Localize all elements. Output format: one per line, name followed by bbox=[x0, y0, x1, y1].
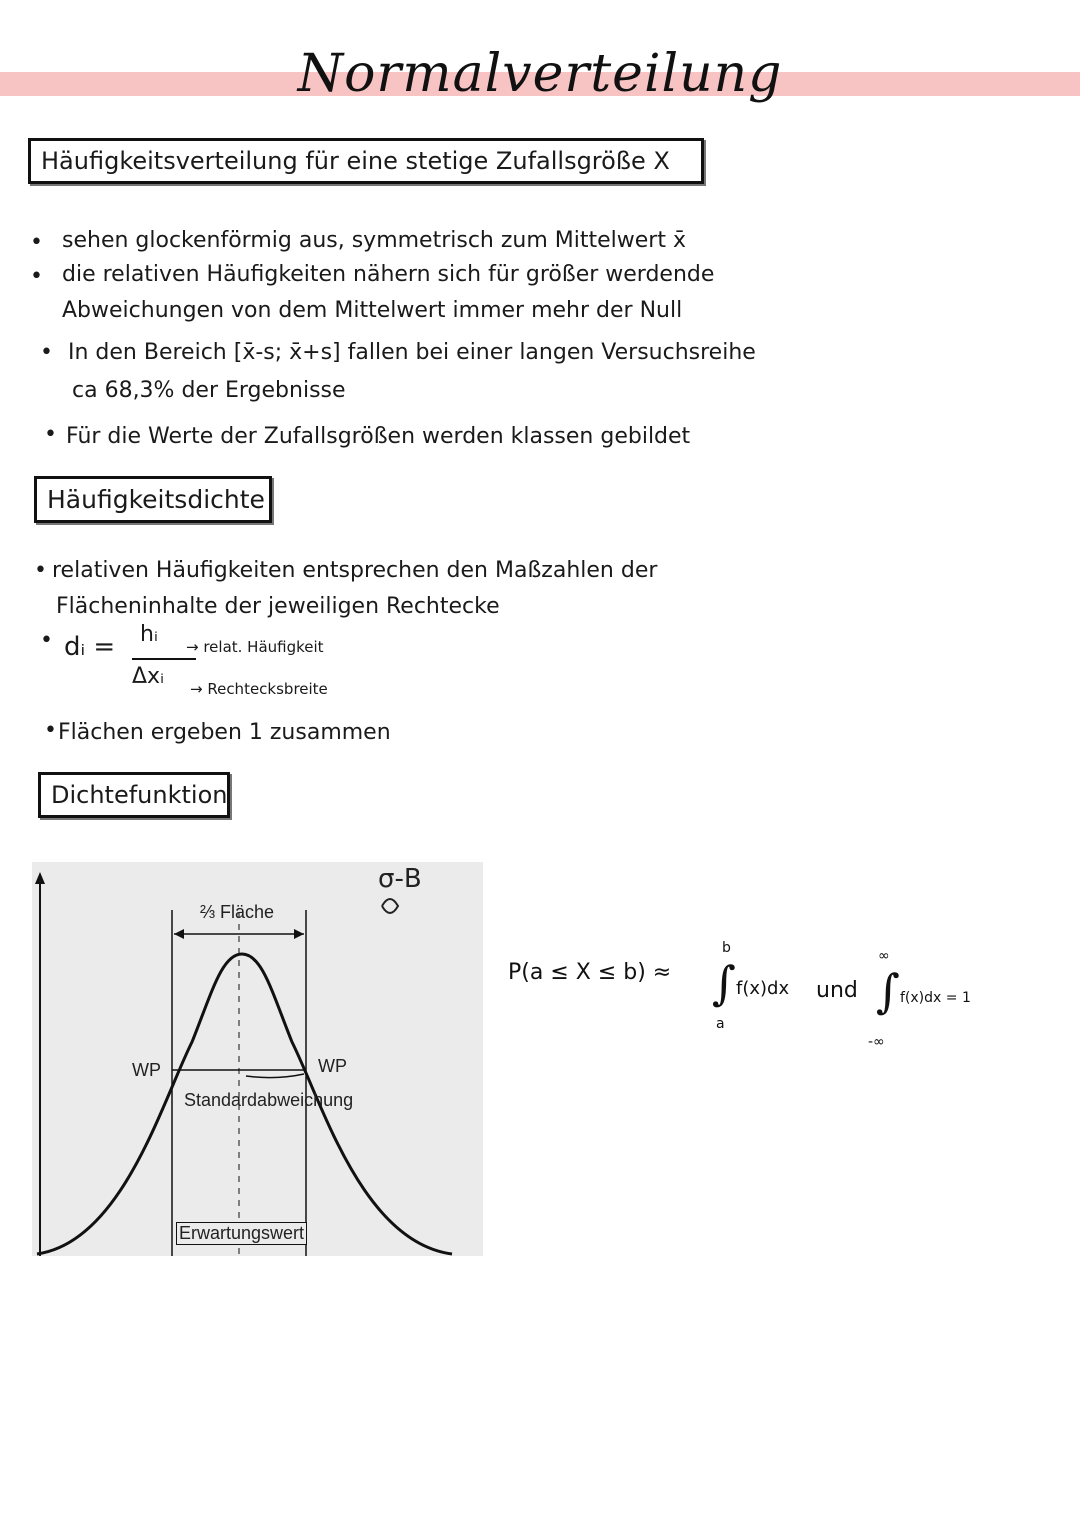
integral2-lower: -∞ bbox=[868, 1034, 885, 1050]
integral2-upper: ∞ bbox=[878, 948, 890, 964]
integrand-2: f(x)dx = 1 bbox=[900, 990, 971, 1006]
bullet-text-continuation: Abweichungen von dem Mittelwert immer mehr der Null bbox=[62, 298, 683, 323]
arrow-head-left bbox=[174, 929, 184, 939]
bullet-marker: • bbox=[44, 718, 57, 743]
formula-lhs: dᵢ = bbox=[64, 632, 116, 662]
bullet-text: relativen Häufigkeiten entsprechen den Maßzahlen der bbox=[52, 558, 658, 583]
section-heading-haeufigkeitsverteilung: Häufigkeitsverteilung für eine stetige Zufallsgröße X bbox=[28, 138, 704, 184]
denominator-note: → Rechtecksbreite bbox=[190, 680, 328, 698]
bullet-marker: • bbox=[30, 230, 43, 255]
integral1-lower: a bbox=[716, 1016, 725, 1032]
integrand-1: f(x)dx bbox=[736, 978, 790, 999]
bullet-text-continuation: Flächeninhalte der jeweiligen Rechtecke bbox=[56, 594, 500, 619]
fraction-denominator: Δxᵢ bbox=[132, 664, 165, 689]
fraction-bar bbox=[132, 658, 196, 660]
y-axis-arrow bbox=[35, 872, 45, 884]
bullet-marker: • bbox=[40, 340, 53, 365]
std-brace bbox=[246, 1074, 304, 1078]
integral-sign-1: ∫ bbox=[712, 956, 736, 1010]
integral1-upper: b bbox=[722, 940, 731, 956]
wp-right-label: WP bbox=[318, 1056, 347, 1076]
numerator-note: → relat. Häufigkeit bbox=[186, 638, 324, 656]
section-heading-dichtefunktion: Dichtefunktion bbox=[38, 772, 230, 818]
std-label: Standardabweichung bbox=[184, 1090, 354, 1110]
bullet-marker: • bbox=[34, 558, 47, 583]
arrow-head-right bbox=[294, 929, 304, 939]
bullet-text: In den Bereich [x̄-s; x̄+s] fallen bei einer langen Versuchsreihe bbox=[68, 340, 756, 365]
handwritten-note: σ-B bbox=[378, 864, 422, 894]
section-heading-haeufigkeitsdichte: Häufigkeitsdichte bbox=[34, 476, 272, 523]
bullet-text: sehen glockenförmig aus, symmetrisch zum Mittelwert x̄ bbox=[62, 228, 686, 253]
bullet-text-continuation: ca 68,3% der Ergebnisse bbox=[72, 378, 346, 403]
bullet-text: Flächen ergeben 1 zusammen bbox=[58, 720, 391, 745]
page-title: Normalverteilung bbox=[297, 44, 783, 104]
wp-left-label: WP bbox=[132, 1060, 161, 1080]
area-label: ⅔ Fläche bbox=[200, 902, 275, 922]
integral-sign-2: ∫ bbox=[876, 964, 900, 1018]
bullet-marker: • bbox=[40, 628, 53, 653]
sigma-sketch bbox=[382, 899, 398, 913]
normal-distribution-figure bbox=[32, 862, 483, 1256]
fraction-numerator: hᵢ bbox=[140, 622, 158, 647]
connector-und: und bbox=[816, 978, 858, 1003]
bullet-text: die relativen Häufigkeiten nähern sich für größer werdende bbox=[62, 262, 715, 287]
expected-value-label: Erwartungswert bbox=[176, 1222, 307, 1245]
bullet-marker: • bbox=[44, 422, 57, 447]
bullet-marker: • bbox=[30, 264, 43, 289]
bullet-text: Für die Werte der Zufallsgrößen werden klassen gebildet bbox=[66, 424, 691, 449]
probability-formula: P(a ≤ X ≤ b) ≈ bbox=[508, 960, 672, 985]
